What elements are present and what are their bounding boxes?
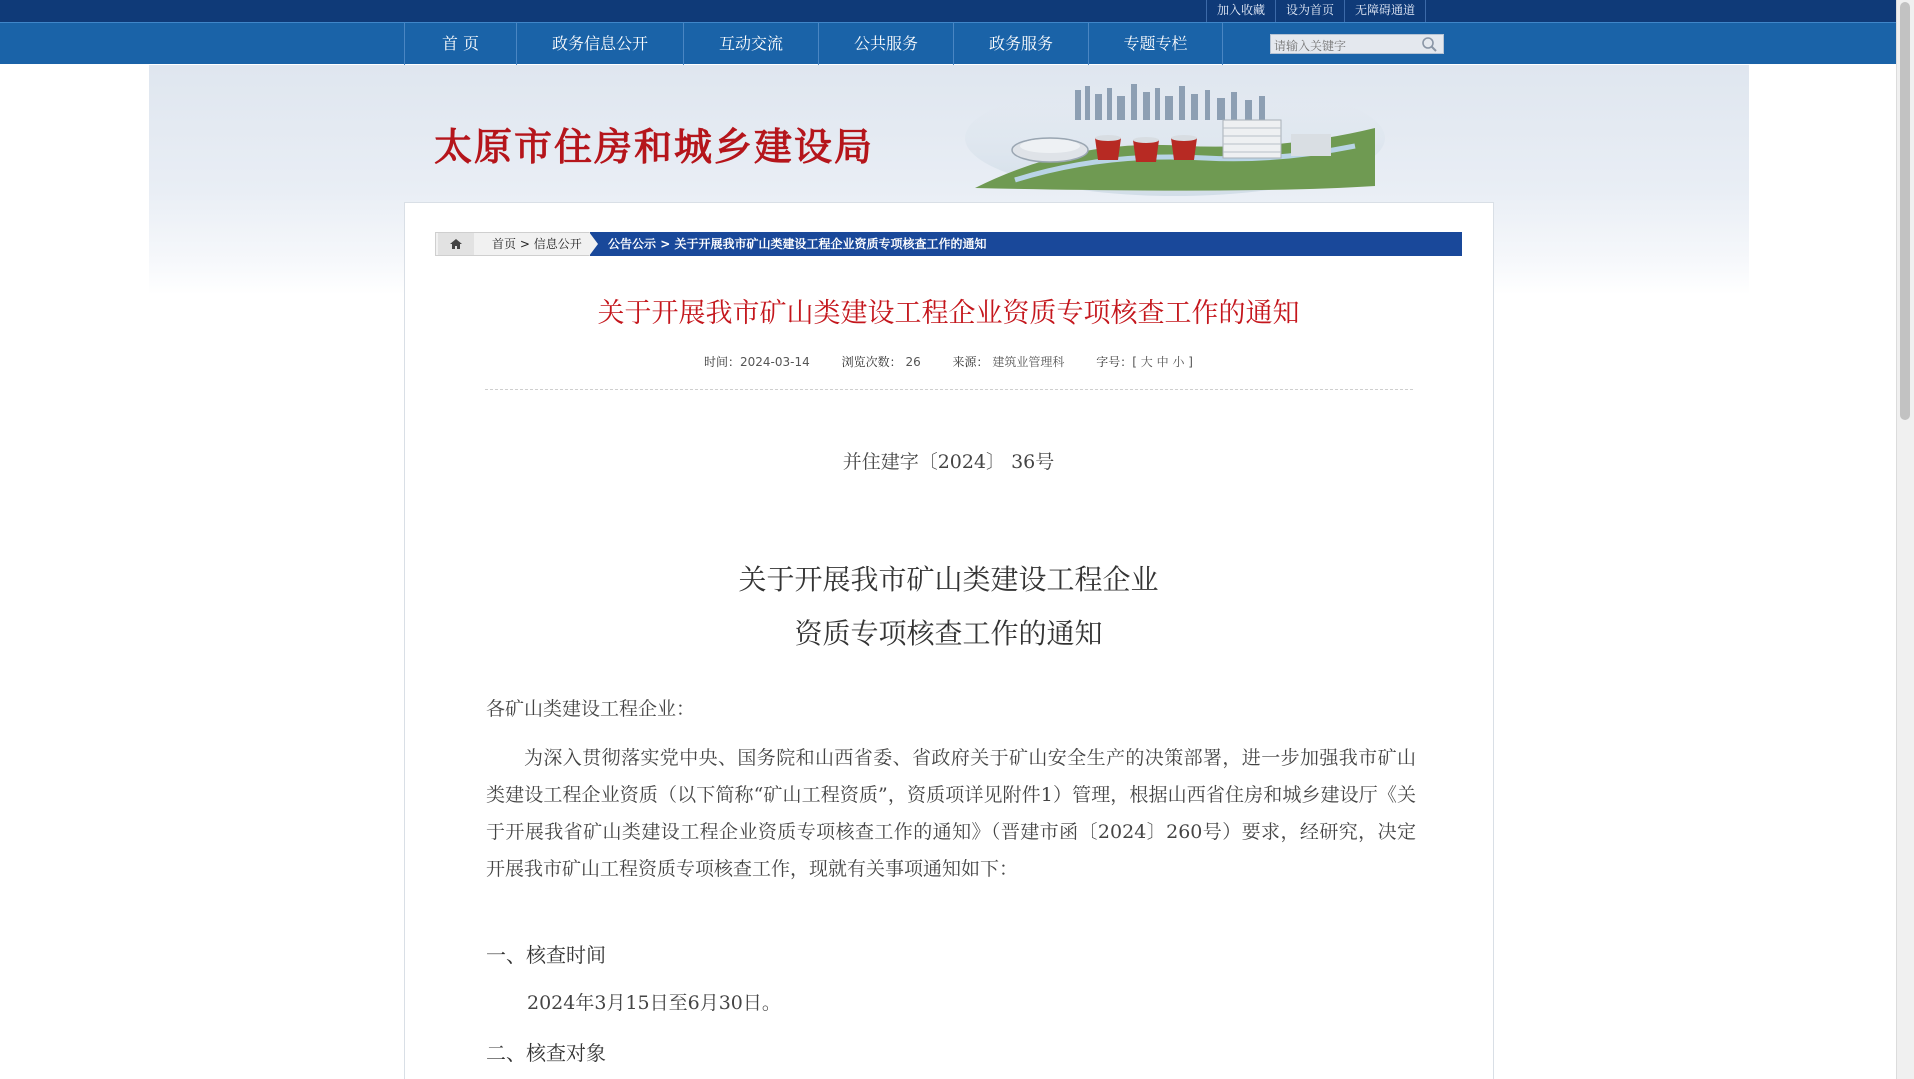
breadcrumb-category[interactable]: 公告公示 bbox=[608, 237, 657, 251]
section-heading-2: 二、核查对象 bbox=[486, 1041, 606, 1065]
search-icon[interactable] bbox=[1421, 36, 1439, 52]
document-title bbox=[435, 553, 1462, 661]
size-open: [ bbox=[1132, 355, 1137, 369]
source-value: 建筑业管理科 bbox=[992, 355, 1065, 369]
article-title: 关于开展我市矿山类建设工程企业资质专项核查工作的通知 bbox=[597, 298, 1300, 329]
meta-views bbox=[842, 353, 921, 370]
scrollbar-thumb[interactable] bbox=[1900, 2, 1910, 420]
breadcrumb bbox=[435, 232, 1462, 256]
search-input[interactable] bbox=[1271, 37, 1419, 55]
breadcrumb-info[interactable]: 信息公开 bbox=[533, 237, 582, 251]
meta-divider bbox=[485, 389, 1413, 390]
top-links bbox=[1206, 0, 1426, 22]
nav-item-interaction[interactable]: 互动交流 bbox=[683, 23, 818, 65]
paragraph-intro: 为深入贯彻落实党中央、国务院和山西省委、省政府关于矿山安全生产的决策部署，进一步加强我市矿山类建设工程企业资质（以下简称“矿山工程资质”，资质项详见附件1）管理，根据山西省住房和城乡建设厅《关于开展我省矿山类建设工程企业资质专项核查工作的通知》（晋建市函〔2024〕260号）要求，经研究，决定开展我市矿山工程资质专项核查工作，现就有关事项通知如下： bbox=[486, 747, 1416, 880]
paragraph-time: 2024年3月15日至6月30日。 bbox=[527, 992, 781, 1014]
size-close: ] bbox=[1188, 355, 1193, 369]
search-box bbox=[1270, 34, 1444, 54]
top-utility-bar bbox=[0, 0, 1896, 22]
article-meta bbox=[435, 353, 1462, 370]
nav-item-gov-info[interactable]: 政务信息公开 bbox=[516, 23, 683, 65]
vertical-scrollbar[interactable] bbox=[1896, 0, 1914, 1079]
source-label: 来源： bbox=[952, 355, 989, 369]
nav-item-special-topics[interactable]: 专题专栏 bbox=[1088, 23, 1223, 65]
views-value: 26 bbox=[905, 355, 921, 369]
nav-item-public-service[interactable]: 公共服务 bbox=[818, 23, 953, 65]
font-size-medium[interactable]: 中 bbox=[1156, 355, 1169, 369]
accessibility-link[interactable]: 无障碍通道 bbox=[1344, 0, 1426, 22]
salutation: 各矿山类建设工程企业： bbox=[486, 698, 696, 720]
views-label: 浏览次数： bbox=[841, 355, 902, 369]
home-icon bbox=[449, 238, 463, 250]
breadcrumb-separator: > bbox=[660, 237, 671, 251]
breadcrumb-current[interactable]: 关于开展我市矿山类建设工程企业资质专项核查工作的通知 bbox=[674, 237, 987, 251]
breadcrumb-links bbox=[492, 233, 582, 255]
main-nav-bar bbox=[0, 22, 1896, 64]
breadcrumb-arrow bbox=[589, 232, 598, 256]
site-title: 太原市住房和城乡建设局 bbox=[434, 125, 875, 169]
font-size-small[interactable]: 小 bbox=[1172, 355, 1185, 369]
set-homepage-link[interactable]: 设为首页 bbox=[1275, 0, 1344, 22]
meta-time bbox=[704, 353, 810, 370]
meta-source bbox=[953, 353, 1065, 370]
nav-menu bbox=[404, 23, 1223, 65]
section-heading-1: 一、核查时间 bbox=[486, 943, 606, 967]
add-favorite-link[interactable]: 加入收藏 bbox=[1206, 0, 1275, 22]
breadcrumb-left bbox=[435, 232, 590, 256]
document-number: 并住建字〔2024〕 36号 bbox=[842, 451, 1055, 473]
city-skyline-image bbox=[955, 68, 1385, 196]
home-icon-box[interactable] bbox=[438, 233, 474, 255]
nav-item-gov-service[interactable]: 政务服务 bbox=[953, 23, 1088, 65]
breadcrumb-path bbox=[608, 232, 986, 256]
font-size-large[interactable]: 大 bbox=[1140, 355, 1153, 369]
breadcrumb-home[interactable]: 首页 bbox=[492, 237, 517, 251]
document-title-line2: 资质专项核查工作的通知 bbox=[794, 617, 1103, 650]
meta-font-size bbox=[1096, 353, 1193, 370]
document-title-line1: 关于开展我市矿山类建设工程企业 bbox=[738, 563, 1159, 596]
size-label: 字号： bbox=[1096, 355, 1133, 369]
breadcrumb-separator: > bbox=[519, 237, 530, 251]
nav-item-home[interactable]: 首 页 bbox=[404, 23, 516, 65]
time-label: 时间： bbox=[704, 355, 741, 369]
time-value: 2024-03-14 bbox=[740, 355, 810, 369]
